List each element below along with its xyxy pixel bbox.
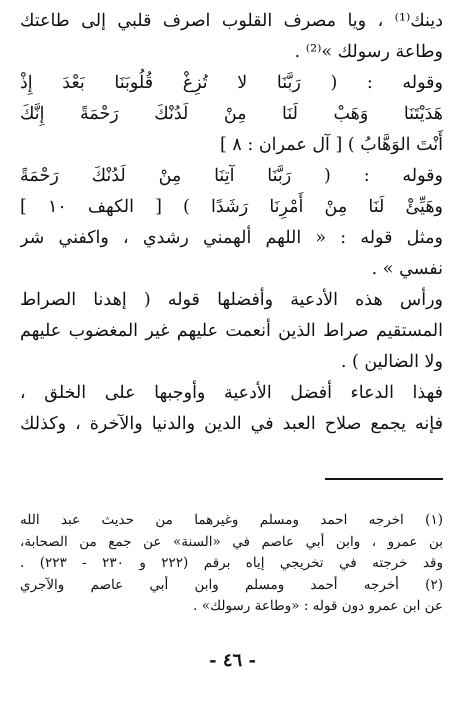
footnote-line: بن عمرو ، وابن أبي عاصم في «السنة» عن جمع من الصحابة، xyxy=(20,533,443,550)
text-line: وطاعة رسولك »⁽²⁾ . xyxy=(294,42,443,62)
text-line: وقوله : ( رَبَّنَا آتِنَا مِنْ لَدُنْكَ رَحْمَةً xyxy=(20,166,443,186)
page-number: - ٤٦ - xyxy=(209,650,256,671)
text-line: ورأس هذه الأدعية وأفضلها قوله ( إهدنا الصراط xyxy=(20,290,443,310)
footnote-line: عن ابن عمرو دون قوله : «وطاعة رسولك» . xyxy=(193,598,443,614)
text-line: دينك⁽¹⁾ ، ويا مصرف القلوب اصرف قلبي إلى طاعتك xyxy=(20,11,443,31)
footnotes xyxy=(20,510,443,618)
main-text xyxy=(20,6,443,440)
text-line: وهَيِّئْ لَنَا مِنْ أَمْرِنَا رَشَدًا ) [ الكهف ١٠ ] xyxy=(20,197,443,217)
text-line: هَدَيْتَنَا وَهَبْ لَنَا مِنْ لَدُنْكَ رَحْمَةً إِنَّكَ xyxy=(20,104,443,124)
footnote-line: (١) اخرجه احمد ومسلم وغيرهما من حديث عبد الله xyxy=(20,512,443,528)
text-line: ولا الضالين ) . xyxy=(340,352,443,372)
text-line: ومثل قوله : « اللهم ألهمني رشدي ، واكفني شر xyxy=(20,228,443,248)
footnote-line: (٢) أخرجه أحمد ومسلم وابن أبي عاصم والآجري xyxy=(20,576,443,593)
text-line: نفسي » . xyxy=(371,259,443,279)
footnote-line: وقد خرجته في تخريجي إياه برقم (٢٢٢ و ٢٣٠ - ٢٢٣) . xyxy=(20,555,443,571)
text-line: المستقيم صراط الذين أنعمت عليهم غير المغضوب عليهم xyxy=(20,321,443,341)
footnote-separator xyxy=(325,478,443,480)
text-line: فإنه يجمع صلاح العبد في الدين والدنيا والآخرة ، وكذلك xyxy=(20,414,443,434)
text-line: أَنْتَ الوَهَّابُ ) [ آل عمران : ٨ ] xyxy=(220,135,443,155)
text-line: وقوله : ( رَبَّنَا لا تُزِغْ قُلُوبَنَا بَعْدَ إِذْ xyxy=(20,73,443,93)
text-line: فهذا الدعاء أفضل الأدعية وأوجبها على الخلق ، xyxy=(20,383,443,403)
